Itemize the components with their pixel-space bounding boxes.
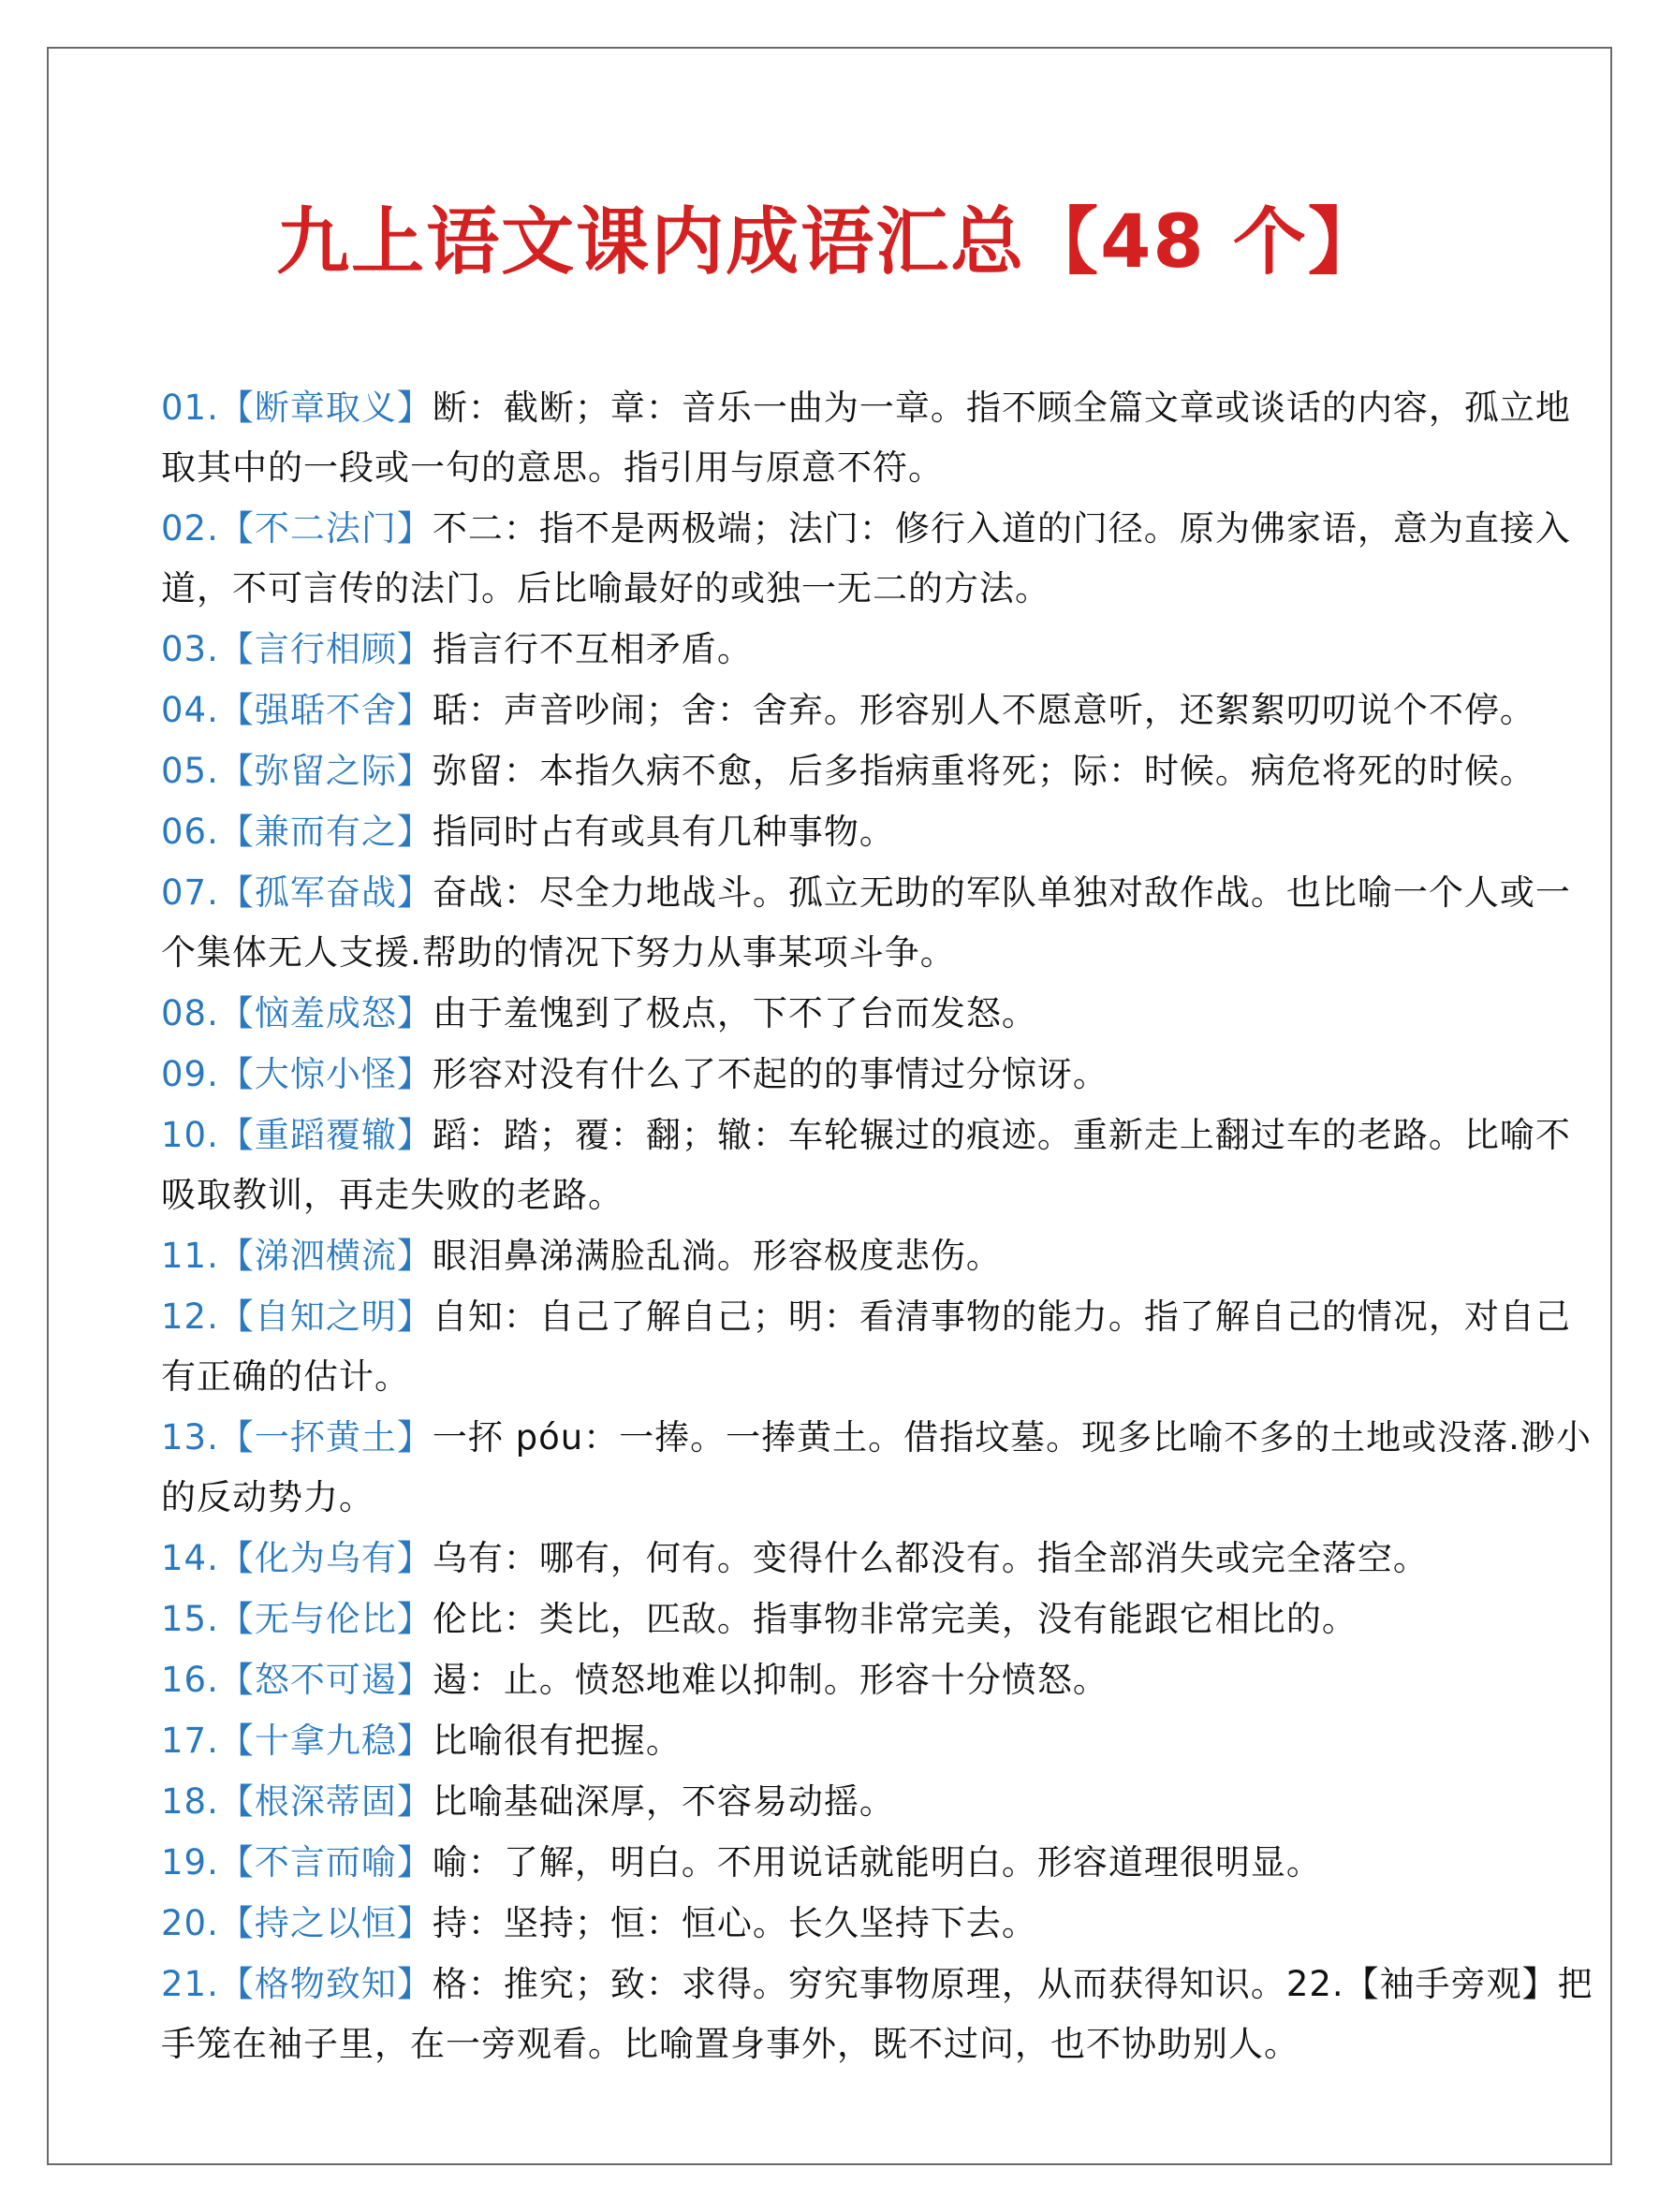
- idiom-definition: 遏：止。愤怒地难以抑制。形容十分愤怒。: [432, 1660, 1108, 1700]
- idiom-definition: 比喻基础深厚，不容易动摇。: [432, 1781, 895, 1822]
- idiom-definition: 由于羞愧到了极点，下不了台而发怒。: [432, 993, 1037, 1033]
- idiom-term: 【弥留之际】: [218, 751, 433, 791]
- idiom-entry: [161, 1589, 1593, 1649]
- idiom-definition: 形容对没有什么了不起的的事情过分惊讶。: [432, 1054, 1108, 1094]
- entry-number: 02.: [161, 508, 219, 549]
- entry-number: 04.: [161, 690, 219, 730]
- entry-number: 07.: [161, 872, 219, 913]
- idiom-definition: 聒：声音吵闹；舍：舍弃。形容别人不愿意听，还絮絮叨叨说个不停。: [432, 690, 1535, 730]
- entry-number: 10.: [161, 1115, 219, 1155]
- idiom-term: 【持之以恒】: [218, 1903, 433, 1943]
- idiom-term: 【格物致知】: [218, 1964, 433, 2004]
- entry-number: 20.: [161, 1903, 219, 1943]
- idiom-definition: 奋战：尽全力地战斗。孤立无助的军队单独对敌作战。也比喻一个人或一个集体无人支援.帮助的情况下努力从事某项斗争。: [161, 872, 1571, 973]
- entry-number: 15.: [161, 1599, 219, 1639]
- idiom-definition: 指同时占有或具有几种事物。: [432, 812, 895, 852]
- idiom-definition: 指言行不互相矛盾。: [432, 629, 753, 669]
- idiom-definition: 持：坚持；恒：恒心。长久坚持下去。: [432, 1903, 1037, 1943]
- idiom-entry: [161, 378, 1593, 498]
- entry-number: 13.: [161, 1417, 219, 1458]
- idiom-definition: 眼泪鼻涕满脸乱淌。形容极度悲伤。: [432, 1236, 1002, 1276]
- idiom-entry: [161, 1226, 1593, 1286]
- entry-number: 06.: [161, 812, 219, 852]
- idiom-entry: [161, 1529, 1593, 1589]
- idiom-entry: [161, 1772, 1593, 1832]
- idiom-term: 【十拿九稳】: [218, 1721, 433, 1761]
- entry-number: 09.: [161, 1054, 219, 1094]
- idiom-term: 【涕泗横流】: [218, 1236, 433, 1276]
- idiom-entry: [161, 1287, 1593, 1407]
- idiom-entry: [161, 499, 1593, 619]
- idiom-term: 【不二法门】: [218, 508, 433, 549]
- idiom-term: 【化为乌有】: [218, 1538, 433, 1578]
- entry-number: 08.: [161, 993, 219, 1033]
- idiom-term: 【孤军奋战】: [218, 872, 433, 913]
- idiom-entry: [161, 620, 1593, 680]
- idiom-list: [161, 378, 1593, 2075]
- idiom-definition: 不二：指不是两极端；法门：修行入道的门径。原为佛家语，意为直接入道，不可言传的法门。后比喻最好的或独一无二的方法。: [161, 508, 1571, 608]
- entry-number: 03.: [161, 629, 219, 669]
- idiom-entry: [161, 1045, 1593, 1105]
- idiom-definition: 自知：自己了解自己；明：看清事物的能力。指了解自己的情况，对自己有正确的估计。: [161, 1296, 1571, 1397]
- idiom-entry: [161, 1955, 1593, 2074]
- idiom-entry: [161, 741, 1593, 801]
- page-title: 九上语文课内成语汇总【48 个】: [276, 200, 1383, 285]
- entry-number: 19.: [161, 1842, 219, 1882]
- page-frame: [47, 47, 1612, 2165]
- idiom-term: 【无与伦比】: [218, 1599, 433, 1639]
- idiom-term: 【重蹈覆辙】: [218, 1115, 433, 1155]
- idiom-term: 【自知之明】: [218, 1296, 433, 1337]
- idiom-term: 【断章取义】: [218, 388, 433, 428]
- idiom-definition: 一抔 póu：一捧。一捧黄土。借指坟墓。现多比喻不多的土地或没落.渺小的反动势力。: [161, 1417, 1592, 1517]
- idiom-entry: [161, 681, 1593, 740]
- idiom-definition: 比喻很有把握。: [432, 1721, 682, 1761]
- idiom-entry: [161, 1711, 1593, 1771]
- idiom-definition: 伦比：类比，匹敌。指事物非常完美，没有能跟它相比的。: [432, 1599, 1358, 1639]
- entry-number: 17.: [161, 1721, 219, 1761]
- idiom-term: 【大惊小怪】: [218, 1054, 433, 1094]
- entry-number: 18.: [161, 1781, 219, 1822]
- idiom-definition: 断：截断；章：音乐一曲为一章。指不顾全篇文章或谈话的内容，孤立地取其中的一段或一句的意思。指引用与原意不符。: [161, 388, 1571, 488]
- idiom-definition: 喻：了解，明白。不用说话就能明白。形容道理很明显。: [432, 1842, 1322, 1882]
- idiom-definition: 弥留：本指久病不愈，后多指病重将死；际：时候。病危将死的时候。: [432, 751, 1535, 791]
- idiom-definition: 蹈：踏；覆：翻；辙：车轮辗过的痕迹。重新走上翻过车的老路。比喻不吸取教训，再走失败的老路。: [161, 1115, 1571, 1215]
- idiom-term: 【言行相顾】: [218, 629, 433, 669]
- idiom-term: 【怒不可遏】: [218, 1660, 433, 1700]
- idiom-definition: 格：推究；致：求得。穷究事物原理，从而获得知识。22.【袖手旁观】把手笼在袖子里，在一旁观看。比喻置身事外，既不过问，也不协助别人。: [161, 1964, 1593, 2064]
- idiom-entry: [161, 1408, 1593, 1528]
- entry-number: 12.: [161, 1296, 219, 1337]
- idiom-entry: [161, 984, 1593, 1044]
- entry-number: 14.: [161, 1538, 219, 1578]
- entry-number: 11.: [161, 1236, 219, 1276]
- idiom-entry: [161, 802, 1593, 862]
- idiom-entry: [161, 1833, 1593, 1893]
- entry-number: 05.: [161, 751, 219, 791]
- idiom-entry: [161, 1106, 1593, 1225]
- entry-number: 01.: [161, 388, 219, 428]
- idiom-term: 【强聒不舍】: [218, 690, 433, 730]
- idiom-term: 【恼羞成怒】: [218, 993, 433, 1033]
- idiom-entry: [161, 1650, 1593, 1710]
- entry-number: 21.: [161, 1964, 219, 2004]
- idiom-definition: 乌有：哪有，何有。变得什么都没有。指全部消失或完全落空。: [432, 1538, 1429, 1578]
- entry-number: 16.: [161, 1660, 219, 1700]
- idiom-term: 【根深蒂固】: [218, 1781, 433, 1822]
- idiom-term: 【兼而有之】: [218, 812, 433, 852]
- idiom-term: 【不言而喻】: [218, 1842, 433, 1882]
- idiom-entry: [161, 1894, 1593, 1954]
- idiom-term: 【一抔黄土】: [218, 1417, 433, 1458]
- idiom-entry: [161, 863, 1593, 983]
